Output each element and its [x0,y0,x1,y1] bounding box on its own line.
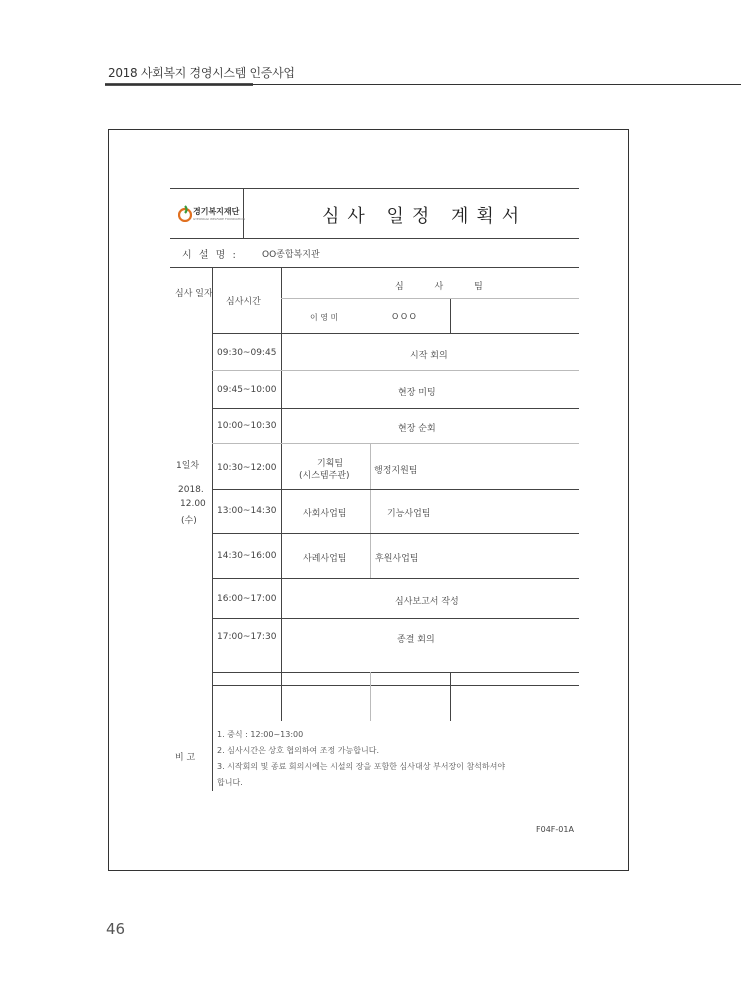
row-6-time: 14:30~16:00 [217,551,277,561]
row-8-time: 17:00~17:30 [217,632,277,642]
row-8-activity: 종결 회의 [397,635,435,645]
row-2-activity: 현장 미팅 [398,388,436,398]
row-7-activity: 심사보고서 작성 [395,597,459,607]
row-4-team-2: 행정지원팀 [374,466,418,476]
facility-label: 시 설 명 : [182,250,238,261]
col-team-header: 심 사 팀 [395,282,497,292]
col-time-header: 심사시간 [226,297,261,307]
row-2-time: 09:45~10:00 [217,385,277,395]
row-4-team-1: 기획팀 [317,459,344,469]
row-4-time: 10:30~12:00 [217,463,277,473]
date-month-day: 12.00 [180,499,206,509]
row-7-time: 16:00~17:00 [217,594,277,604]
row-6-team-1: 사례사업팀 [303,554,347,564]
row-1-time: 09:30~09:45 [217,348,277,358]
form-code: F04F-01A [536,825,574,834]
row-6-team-2: 후원사업팀 [375,554,419,564]
row-5-time: 13:00~14:30 [217,506,277,516]
col-date-header: 심사 일자 [175,289,213,299]
date-weekday: (수) [181,516,197,526]
remarks-label: 비 고 [175,753,196,763]
logo-text: 경기복지재단 [193,207,240,216]
row-3-activity: 현장 순회 [398,424,436,434]
row-4-team-1-sub: (시스템주관) [299,471,350,481]
row-5-team-1: 사회사업팀 [303,509,347,519]
page-number: 46 [106,920,126,938]
remarks-notes: 1. 중식 : 12:00~13:00 2. 심사시간은 상호 협의하여 조정 가능합니다. 3. 시작회의 및 종료 회의시에는 시설의 장을 포함한 심사대상 부서장이 참석하셔야 합니다. [217,730,506,787]
logo-subtext: GYEONGGI WELFARE FOUNDATION [193,217,245,221]
team-member-1: 이 영 미 [310,313,339,322]
running-header: 2018 사회복지 경영시스템 인증사업 [108,66,295,80]
row-3-time: 10:00~10:30 [217,421,277,431]
row-5-team-2: 기능사업팀 [387,509,431,519]
facility-value: OO종합복지관 [262,250,320,260]
row-1-activity: 시작 회의 [410,351,448,361]
header-rule [105,84,741,85]
form-title: 심사 일정 계획서 [322,206,528,227]
team-member-2: O O O [392,312,416,321]
date-year: 2018. [178,485,204,495]
date-day: 1일차 [176,461,200,471]
foundation-logo-icon [178,204,192,222]
